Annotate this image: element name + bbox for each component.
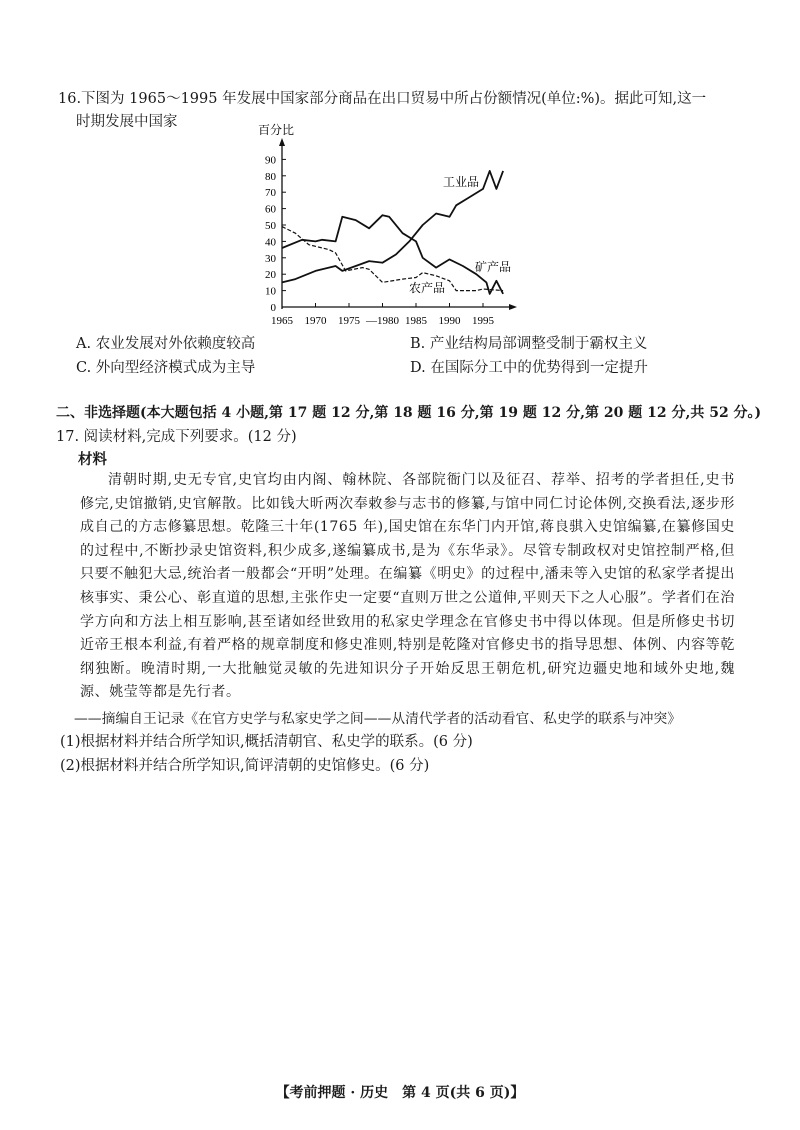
series-label-mineral: 矿产品 <box>475 260 512 274</box>
option-a: A. 农业发展对外依赖度较高 <box>76 336 256 352</box>
y-tick-label: 10 <box>265 285 276 298</box>
section-2-heading: 二、非选择题(本大题包括 4 小题,第 17 题 12 分,第 18 题 16 分,第 19 题 12 分,第 20 题 12 分,共 52 分。) <box>56 405 762 421</box>
option-d: D. 在国际分工中的优势得到一定提升 <box>410 360 648 376</box>
y-tick-label: 20 <box>265 269 276 282</box>
y-tick-label: 60 <box>265 203 276 216</box>
question-17-sub-1: (1)根据材料并结合所学知识,概括清朝官、私史学的联系。(6 分) <box>60 734 473 750</box>
export-share-line-chart <box>0 0 800 340</box>
question-17-stem: 17. 阅读材料,完成下列要求。(12 分) <box>56 429 297 445</box>
y-tick-label: 30 <box>265 252 276 265</box>
x-axis-arrow-icon <box>509 304 517 310</box>
y-axis-arrow-icon <box>279 138 285 146</box>
y-tick-label: 70 <box>265 187 276 200</box>
series-line-mineral <box>282 215 503 294</box>
question-16-stem-line1: 16.下图为 1965～1995 年发展中国家部分商品在出口贸易中所占份额情况(单位:%)。据此可知,这一 <box>58 91 707 107</box>
option-b: B. 产业结构局部调整受制于霸权主义 <box>410 336 648 352</box>
y-ticks <box>265 154 286 314</box>
x-tick-label: —1980 <box>366 315 399 327</box>
series-lines <box>282 171 503 294</box>
x-tick-label: 1990 <box>438 315 461 327</box>
option-c: C. 外向型经济模式成为主导 <box>76 360 256 376</box>
x-tick-label: 1975 <box>338 315 360 327</box>
question-17-sub-2: (2)根据材料并结合所学知识,简评清朝的史馆修史。(6 分) <box>60 758 430 774</box>
series-label-industrial: 工业品 <box>443 175 480 189</box>
y-tick-label: 50 <box>265 220 276 232</box>
page-footer: 【考前押题 · 历史 第 4 页(共 6 页)】 <box>275 1085 525 1101</box>
x-tick-label: 1985 <box>405 315 427 327</box>
material-label: 材料 <box>78 451 107 468</box>
y-tick-label: 0 <box>270 302 276 314</box>
x-tick-label: 1965 <box>271 315 293 327</box>
question-16-stem-line2: 时期发展中国家 <box>76 114 178 130</box>
y-axis-label: 百分比 <box>258 123 295 137</box>
series-label-agricultural: 农产品 <box>409 281 446 295</box>
x-tick-label: 1970 <box>304 315 327 327</box>
material-paragraph: 清朝时期,史无专官,史官均由内阁、翰林院、各部院衙门以及征召、荐举、招考的学者担任,史书修完,史馆撤销,史官解散。比如钱大昕两次奉敕参与志书的修纂,与馆中同仁讨论体例,交换看法,逐步形成自己的方志修纂思想。乾隆三十年(1765 年),国史馆在东华门内开馆,蒋良骐入史馆编纂,在纂修国史的过程中,不断抄录史馆资料,积少成多,遂编纂成书,是为《东华录》。尽管专制政权对史馆控制严格,但只要不触犯大忌,统治者一般都会“开明”处理。在编纂《明史》的过程中,潘耒等入史馆的私家学者提出核事实、秉公心、彰直道的思想,主张作史一定要“直则万世之公道伸,平则天下之人心服”。学者们在治学方向和方法上相互影响,甚至诸如经世致用的私家史学理念在官修史书中得以体现。但是所修史书切近帝王根本利益,有着严格的规章制度和修史准则,特别是乾隆对官修史书的指导思想、体例、内容等乾纲独断。晚清时期,一大批触觉灵敏的先进知识分子开始反思王朝危机,研究边疆史地和域外史地,魏源、姚莹等都是先行者。 <box>80 472 735 701</box>
y-tick-label: 90 <box>265 154 276 167</box>
material-source: ——摘编自王记录《在官方史学与私家史学之间——从清代学者的活动看官、私史学的联系与冲突》 <box>74 711 682 727</box>
series-line-agricultural <box>282 227 503 291</box>
y-tick-label: 80 <box>265 170 276 183</box>
y-tick-label: 40 <box>265 236 276 249</box>
x-tick-label: 1995 <box>472 315 494 327</box>
chart-axes <box>279 138 517 310</box>
